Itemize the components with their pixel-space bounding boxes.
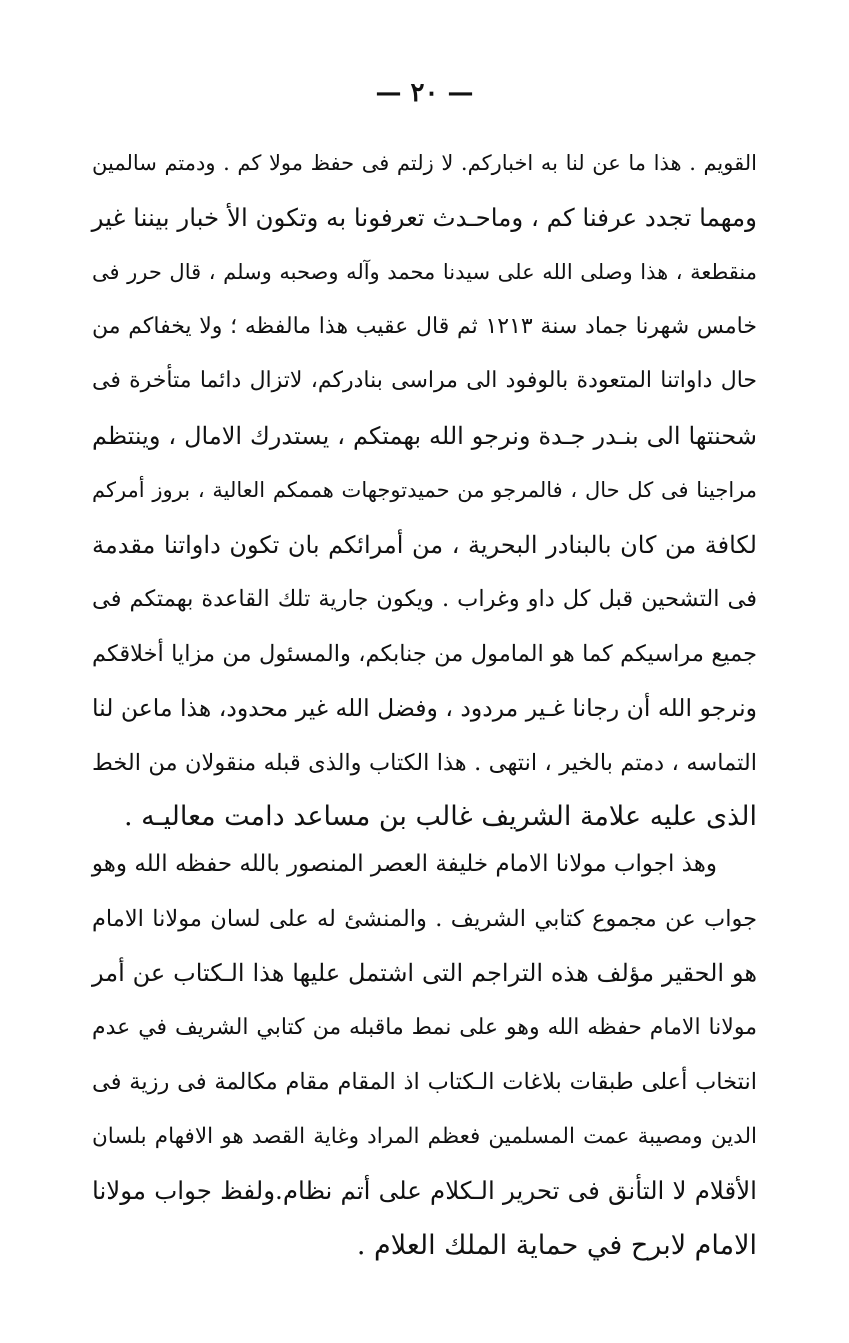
text-line: حال داواتنا المتعودة بالوفود الى مراسى بنادركم، لاتزال دائما متأخرة فى [92, 368, 757, 393]
page-number: — ٢٠ — [375, 78, 474, 108]
text-line: خامس شهرنا جماد سنة ١٢١٣ ثم قال عقيب هذا مالفظه ؛ ولا يخفاكم من [92, 313, 757, 339]
text-line: القويم . هذا ما عن لنا به اخباركم. لا زلتم فى حفظ مولا كم . ودمتم سالمين [92, 151, 757, 175]
text-line: الامام لابرح في حماية الملك العلام . [356, 1229, 757, 1261]
text-line: شحنتها الى بنـدر جـدة ونرجو الله بهمتكم ، يستدرك الامال ، وينتظم [92, 421, 757, 450]
text-line: هو الحقير مؤلف هذه التراجم التى اشتمل عليها هذا الـكتاب عن أمر [92, 959, 757, 987]
text-line: الذى عليه علامة الشريف غالب بن مساعد دامت معاليـه . [123, 801, 757, 832]
paragraph-1 [92, 136, 757, 845]
paragraph-2 [92, 837, 757, 1273]
text-line: جواب عن مجموع كتابي الشريف . والمنشئ له على لسان مولانا الامام [92, 905, 757, 932]
text-line: مراجينا فى كل حال ، فالمرجو من حميدتوجهات هممكم العالية ، بروز أمركم [92, 478, 757, 502]
text-line: الأقلام لا التأنق فى تحرير الـكلام على أتم نظام.ولفظ جواب مولانا [92, 1176, 757, 1205]
text-line: لكافة من كان بالبنادر البحرية ، من أمرائكم بان تكون داواتنا مقدمة [92, 530, 757, 559]
text-line: ومهما تجدد عرفنا كم ، وماحـدث تعرفونا به وتكون الأ خبار بيننا غير [91, 202, 757, 232]
text-line: الدين ومصيبة عمت المسلمين فعظم المراد وغاية القصد هو الافهام بلسان [92, 1123, 757, 1149]
text-line: جميع مراسيكم كما هو المامول من جنابكم، والمسئول من مزايا أخلاقكم [92, 640, 757, 667]
text-line: التماسه ، دمتم بالخير ، انتهى . هذا الكتاب والذى قبله منقولان من الخط [92, 749, 757, 776]
text-line: انتخاب أعلى طبقات بلاغات الـكتاب اذ المقام مقام مكالمة فى رزية فى [92, 1069, 757, 1095]
text-line: ونرجو الله أن رجانا غـير مردود ، وفضل الله غير محدود، هذا ماعن لنا [92, 694, 757, 722]
text-line: منقطعة ، هذا وصلى الله على سيدنا محمد وآله وصحبه وسلم ، قال حرر فى [92, 260, 757, 284]
text-line: فى التشحين قبل كل داو وغراب . ويكون جارية تلك القاعدة بهمتكم فى [92, 586, 757, 612]
text-line: وهذ اجواب مولانا الامام خليفة العصر المنصور بالله حفظه الله وهو [91, 851, 717, 877]
text-line: مولانا الامام حفظه الله وهو على نمط ماقبله من كتابي الشريف في عدم [92, 1014, 757, 1040]
